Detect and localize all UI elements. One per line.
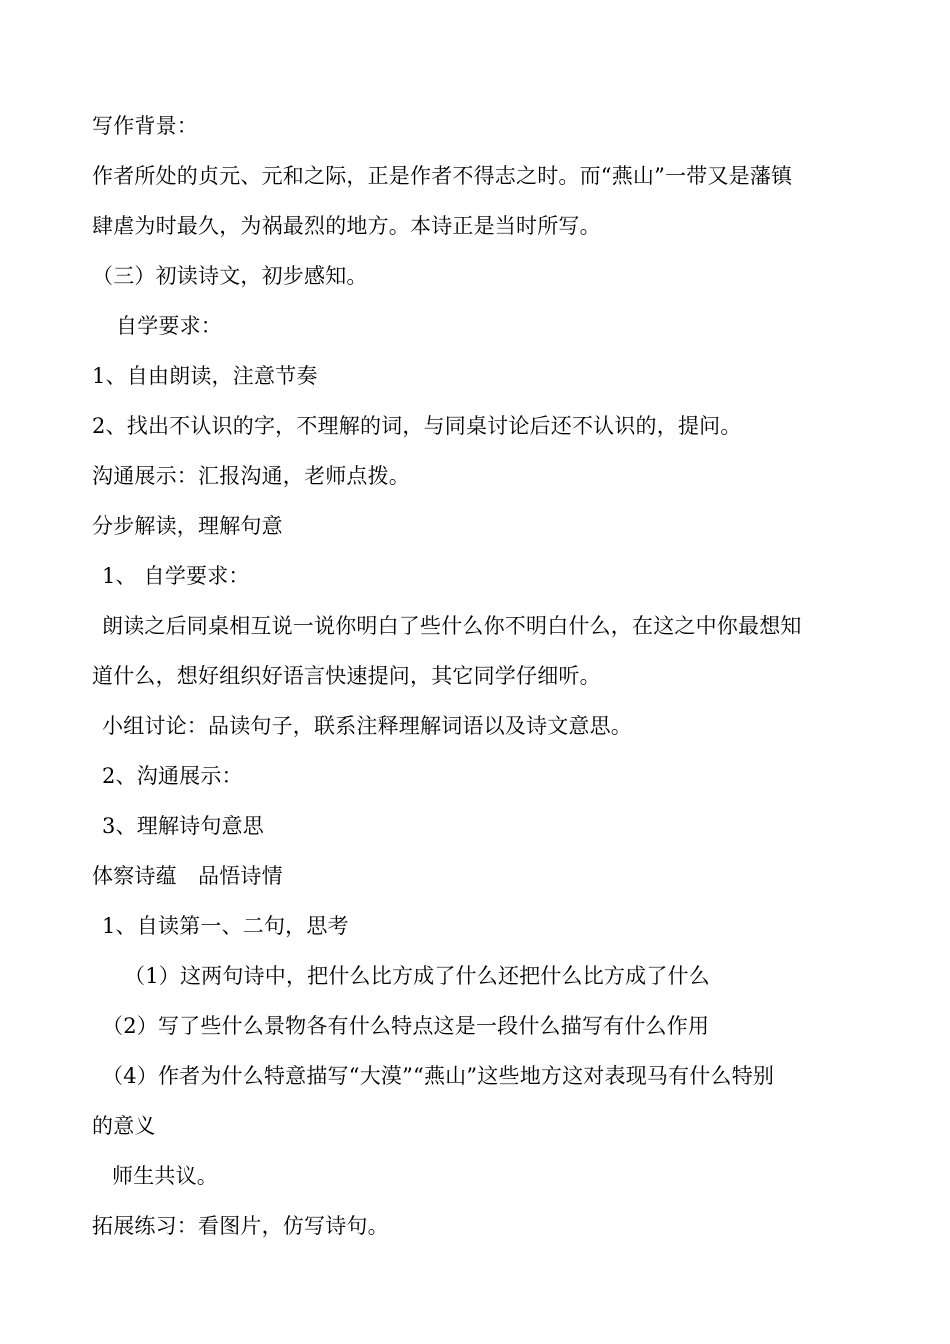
section-heading-step-reading: 分步解读，理解句意	[92, 514, 283, 538]
question-item: （1）这两句诗中，把什么比方成了什么还把什么比方成了什么	[124, 964, 710, 988]
paragraph-line: 师生共议。	[112, 1164, 218, 1188]
paragraph-line: 朗读之后同桌相互说一说你明白了些什么你不明白什么，在这之中你最想知	[102, 614, 802, 638]
question-item: （4）作者为什么特意描写“大漠”“燕山”这些地方这对表现马有什么特别	[102, 1064, 775, 1088]
paragraph-line: 作者所处的贞元、元和之际，正是作者不得志之时。而“燕山”一带又是藩镇	[92, 164, 793, 188]
paragraph-line: 的意义	[92, 1114, 156, 1138]
heading-writing-background: 写作背景：	[92, 114, 198, 138]
list-item: 1、 自学要求：	[102, 564, 250, 588]
question-item: （2）写了些什么景物各有什么特点这是一段什么描写有什么作用	[102, 1014, 710, 1038]
section-heading-first-reading: （三）初读诗文，初步感知。	[92, 264, 368, 288]
paragraph-line: 沟通展示：汇报沟通，老师点拨。	[92, 464, 410, 488]
self-study-requirements: 自学要求：	[116, 314, 222, 338]
paragraph-line: 拓展练习：看图片，仿写诗句。	[92, 1214, 389, 1238]
paragraph-line: 小组讨论：品读句子，联系注释理解词语以及诗文意思。	[102, 714, 632, 738]
list-item: 1、自读第一、二句，思考	[102, 914, 349, 938]
list-item: 3、理解诗句意思	[102, 814, 264, 838]
paragraph-line: 道什么，想好组织好语言快速提问，其它同学仔细听。	[92, 664, 601, 688]
list-item: 1、自由朗读，注意节奏	[92, 364, 318, 388]
section-heading-poem-insight: 体察诗蕴 品悟诗情	[92, 864, 283, 888]
paragraph-line: 肆虐为时最久，为祸最烈的地方。本诗正是当时所写。	[92, 214, 601, 238]
list-item: 2、找出不认识的字，不理解的词，与同桌讨论后还不认识的，提问。	[92, 414, 742, 438]
list-item: 2、沟通展示：	[102, 764, 243, 788]
